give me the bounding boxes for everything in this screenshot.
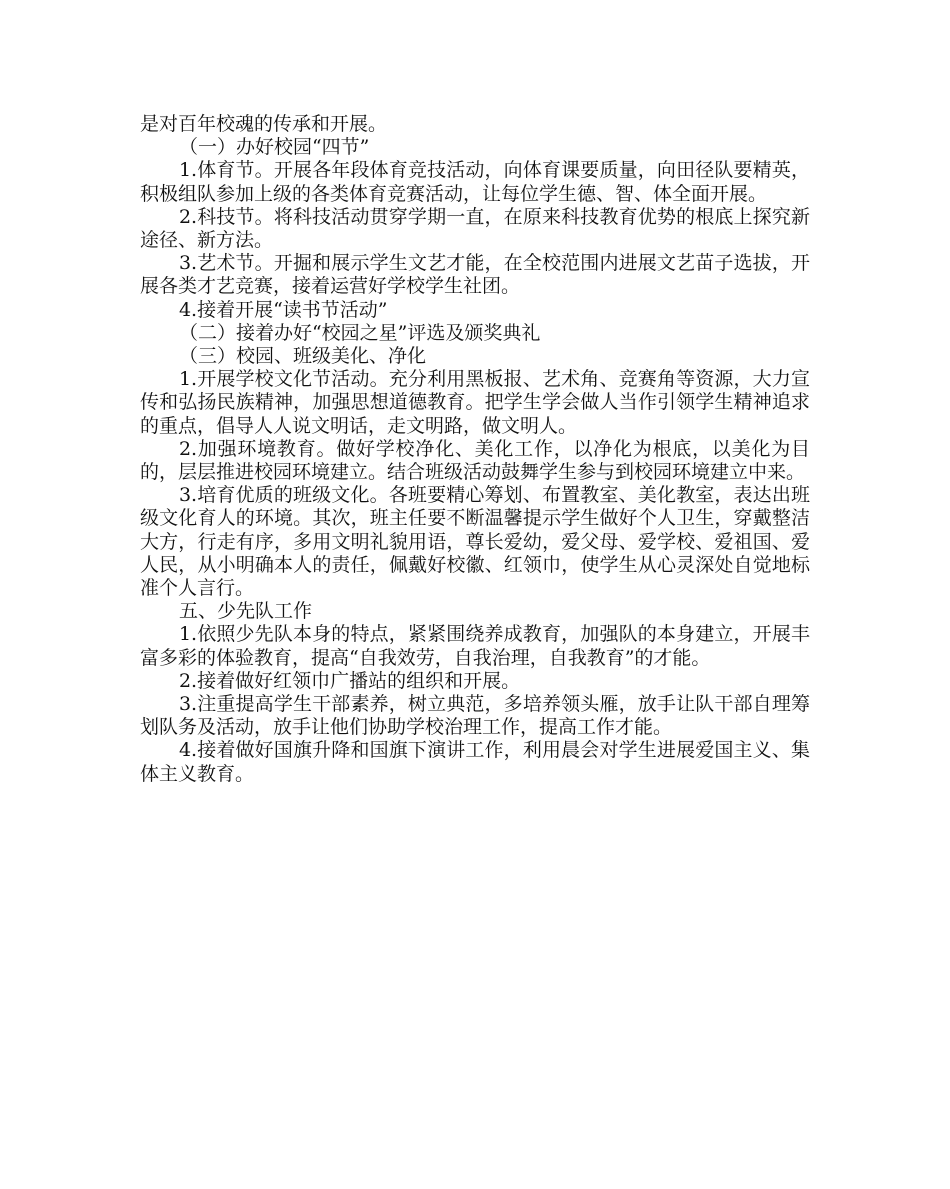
paragraph-reading-festival: 4.接着开展“读书节活动” [178, 298, 388, 321]
subheading-four-festivals: （一）办好校园“四节” [178, 136, 370, 159]
paragraph-student-cadres: 3.注重提高学生干部素养，树立典范，多培养领头雁，放手让队干部自理筹划队务及活动，放手让他们协助学校治理工作，提高工作才能。 [140, 693, 810, 739]
subheading-campus-beautify: （三）校园、班级美化、净化 [178, 345, 426, 368]
paragraph-class-culture: 3.培育优质的班级文化。各班要精心筹划、布置教室、美化教室，表达出班级文化育人的环境。其次，班主任要不断温馨提示学生做好个人卫生，穿戴整洁大方，行走有序，多用文明礼貌用语，尊长爱幼，爱父母、爱学校、爱祖国、爱人民，从小明确本人的责任，佩戴好校徽、红领巾，使学生从心灵深处自觉地标准个人言行。 [140, 484, 810, 600]
paragraph-broadcast-station: 2.接着做好红领巾广播站的组织和开展。 [178, 669, 521, 692]
paragraph-pioneer-characteristics: 1.依照少先队本身的特点，紧紧围绕养成教育，加强队的本身建立，开展丰富多彩的体验教育，提高“自我效劳，自我治理，自我教育”的才能。 [140, 623, 810, 669]
section-heading-young-pioneers: 五、少先队工作 [178, 600, 312, 623]
paragraph-sports-festival: 1.体育节。开展各年段体育竞技活动，向体育课要质量，向田径队要精英，积极组队参加上级的各类体育竞赛活动，让每位学生德、智、体全面开展。 [140, 159, 810, 205]
paragraph-environment-education: 2.加强环境教育。做好学校净化、美化工作，以净化为根底，以美化为目的，层层推进校园环境建立。结合班级活动鼓舞学生参与到校园环境建立中来。 [140, 437, 810, 484]
paragraph-tech-festival: 2.科技节。将科技活动贯穿学期一直，在原来科技教育优势的根底上探究新途径、新方法。 [140, 205, 810, 252]
document-body [140, 113, 810, 786]
subheading-campus-star: （二）接着办好“校园之星”评选及颁奖典礼 [178, 321, 541, 344]
paragraph-continuation: 是对百年校魂的传承和开展。 [140, 113, 388, 135]
paragraph-flag-ceremony: 4.接着做好国旗升降和国旗下演讲工作，利用晨会对学生进展爱国主义、集体主义教育。 [140, 739, 810, 785]
paragraph-art-festival: 3.艺术节。开掘和展示学生文艺才能，在全校范围内进展文艺苗子选拔，开展各类才艺竞赛，接着运营好学校学生社团。 [140, 252, 810, 298]
paragraph-culture-festival: 1.开展学校文化节活动。充分利用黑板报、艺术角、竞赛角等资源，大力宣传和弘扬民族精神，加强思想道德教育。把学生学会做人当作引领学生精神追求的重点，倡导人人说文明话，走文明路，做文明人。 [140, 368, 810, 437]
